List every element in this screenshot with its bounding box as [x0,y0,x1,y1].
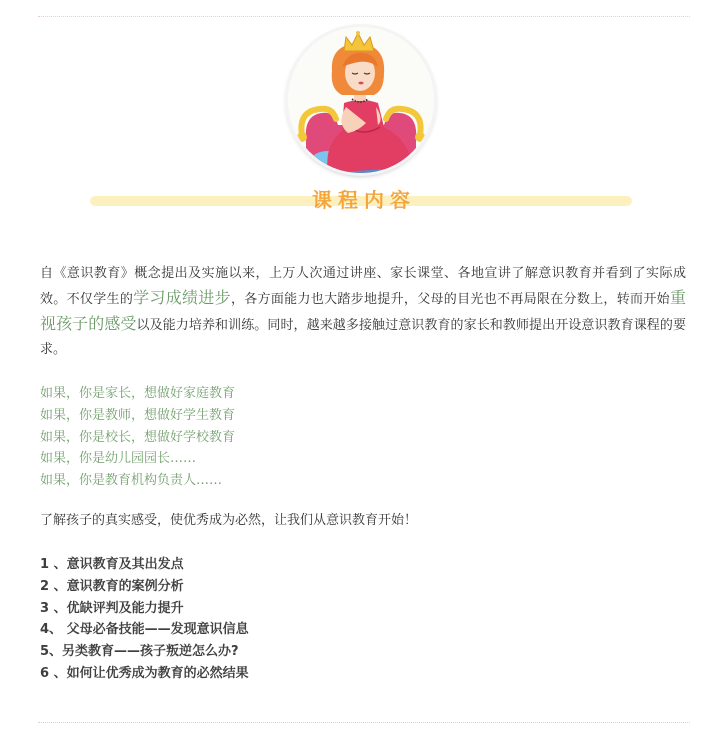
if-line: 如果，你是教师，想做好学生教育 [40,407,236,423]
highlight-grades-progress: 学习成绩进步 [133,288,231,307]
if-line: 如果，你是教育机构负责人…… [40,473,223,489]
course-content [40,262,686,685]
course-item: 3 、优缺评判及能力提升 [40,600,184,616]
top-dotted-divider [38,16,690,17]
course-item: 6 、如何让优秀成为教育的必然结果 [40,665,249,681]
if-line: 如果，你是家长，想做好家庭教育 [40,386,236,401]
course-item: 2 、意识教育的案例分析 [40,578,184,594]
bottom-dotted-divider [38,722,690,723]
intro-text-part2: ，各方面能力也大踏步地提升，父母的目光也不再局限在分数上，转而开始 [230,292,670,307]
intro-paragraph [40,262,686,362]
course-item: 5、另类教育——孩子叛逆怎么办? [40,644,239,660]
intro-text-part3: 以及能力培养和训练。同时，越来越多接触过意识教育的家长和教师提出开设意识教育课程的要求。 [40,318,686,357]
intro-text-part1: 自《意识教育》概念提出及实施以来，上万人次通过讲座、家长课堂、各地宣讲了解意识教育并看到了实际成效。不仅学生的 [40,266,686,307]
course-list [40,554,686,685]
closing-statement: 了解孩子的真实感受，使优秀成为必然，让我们从意识教育开始！ [40,512,418,528]
if-you-are-list [40,383,686,492]
queen-illustration-avatar [288,27,434,173]
queen-illustration [288,27,434,173]
if-line: 如果，你是校长，想做好学校教育 [40,429,236,445]
if-line: 如果，你是幼儿园园长…… [40,451,197,467]
course-item: 4、 父母必备技能——发现意识信息 [40,622,249,638]
course-item: 1 、意识教育及其出发点 [40,556,184,572]
section-title: 课程内容 [312,188,416,212]
highlight-child-feelings: 重视孩子的感受 [40,288,686,333]
